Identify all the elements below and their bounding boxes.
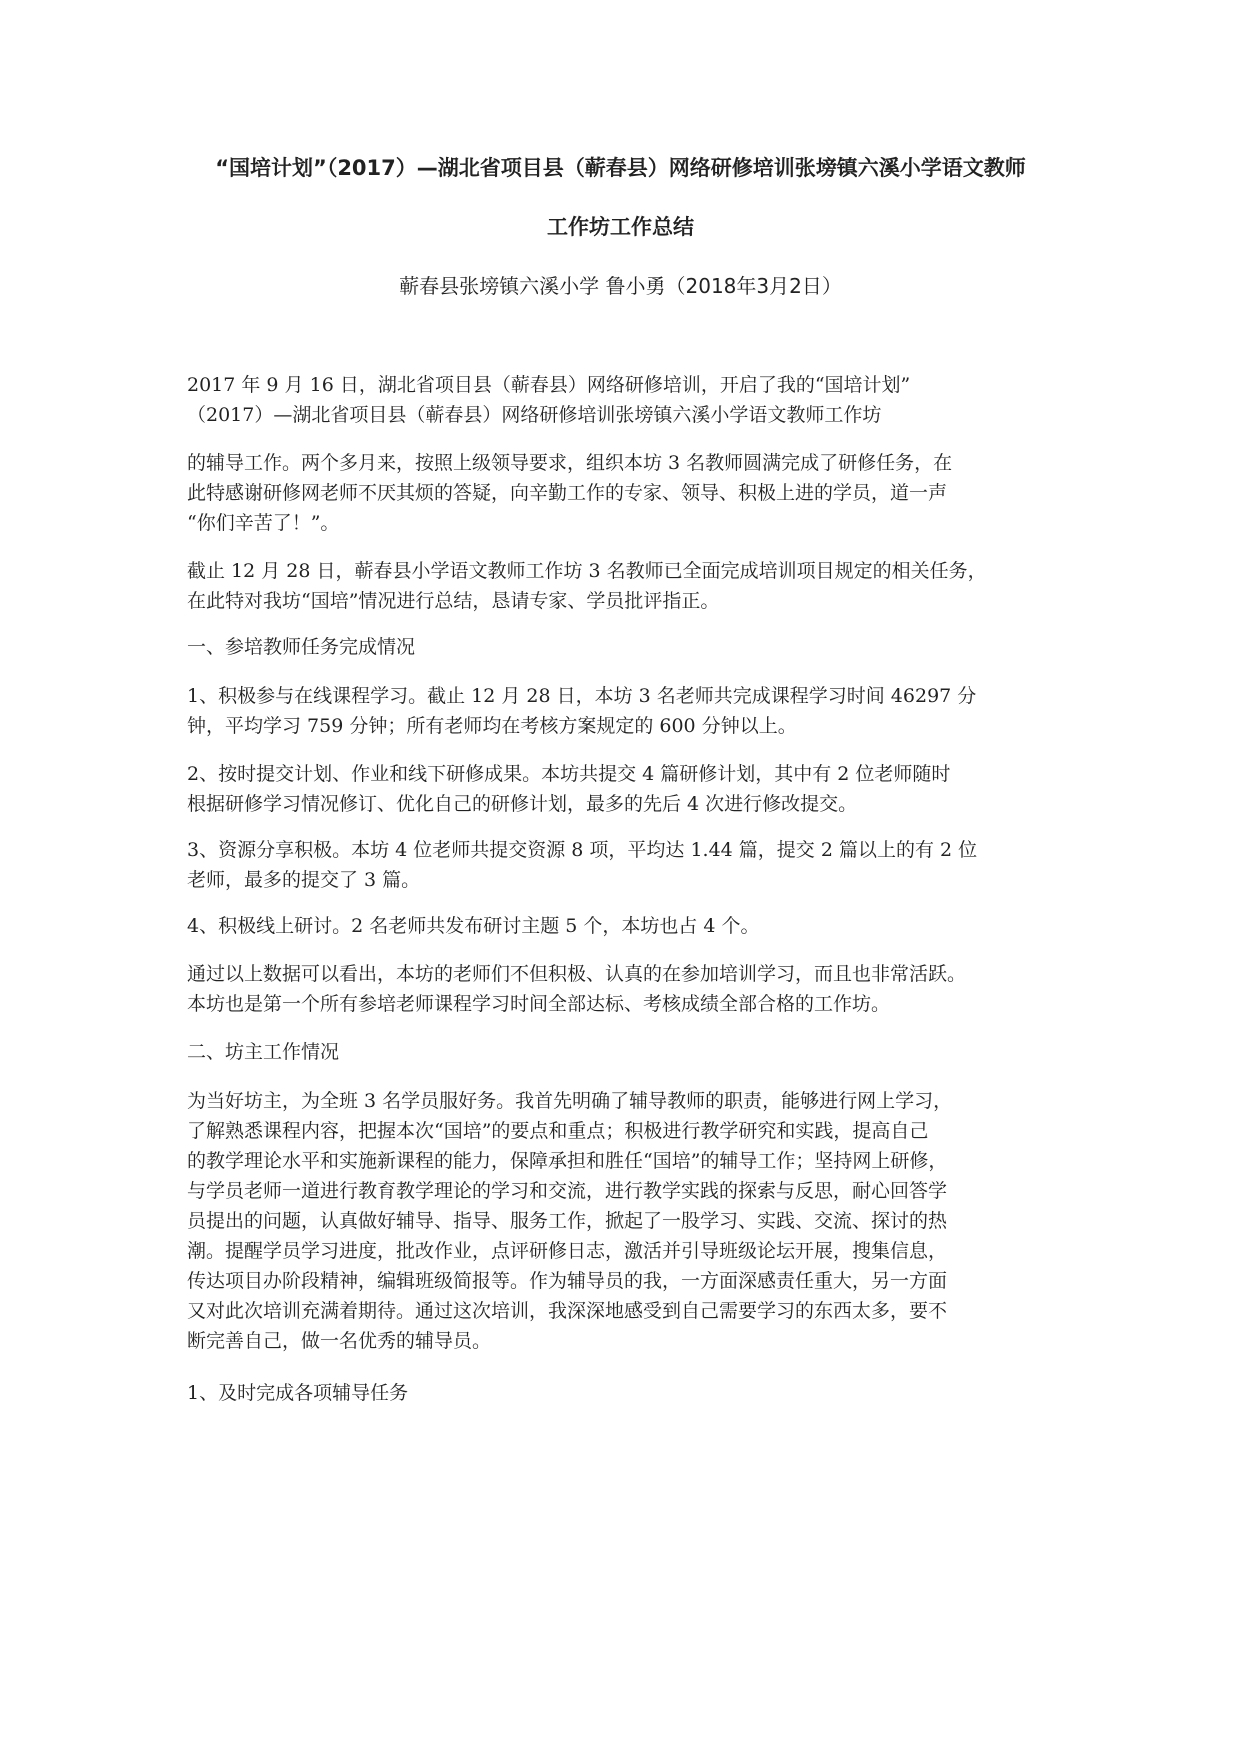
paragraph-line: 员提出的问题，认真做好辅导、指导、服务工作，掀起了一股学习、实践、交流、探讨的热 (187, 1210, 948, 1232)
paragraph (187, 911, 1055, 941)
paragraph-line: 二、坊主工作情况 (187, 1041, 340, 1063)
paragraph (187, 448, 1055, 538)
paragraph-line: 潮。提醒学员学习进度，批改作业，点评研修日志，激活并引导班级论坛开展，搜集信息， (187, 1240, 948, 1262)
paragraph-line: 一、参培教师任务完成情况 (187, 636, 416, 658)
paragraph-line: 与学员老师一道进行教育教学理论的学习和交流，进行教学实践的探索与反思，耐心回答学 (187, 1180, 948, 1202)
paragraph-line: 截止 12 月 28 日，蕲春县小学语文教师工作坊 3 名教师已全面完成培训项目规定的相关任务， (187, 560, 987, 582)
paragraph-line: 本坊也是第一个所有参培老师课程学习时间全部达标、考核成绩全部合格的工作坊。 (187, 993, 891, 1015)
document-title-line2: 工作坊工作总结 (547, 215, 694, 239)
paragraph-line: 老师，最多的提交了 3 篇。 (187, 869, 421, 891)
paragraph-line: 为当好坊主，为全班 3 名学员服好务。我首先明确了辅导教师的职责，能够进行网上学习， (187, 1090, 953, 1112)
paragraph-line: “你们辛苦了！”。 (187, 512, 340, 534)
paragraph-line: 根据研修学习情况修订、优化自己的研修计划，最多的先后 4 次进行修改提交。 (187, 793, 858, 815)
paragraph-line: 传达项目办阶段精神，编辑班级简报等。作为辅导员的我，一方面深感责任重大，另一方面 (187, 1270, 948, 1292)
paragraph (187, 759, 1055, 819)
paragraph-line: 2017 年 9 月 16 日，湖北省项目县（蕲春县）网络研修培训，开启了我的“国培计划” (187, 374, 911, 396)
paragraph-line: 断完善自己，做一名优秀的辅导员。 (187, 1330, 492, 1352)
paragraph-line: 在此特对我坊“国培”情况进行总结，恳请专家、学员批评指正。 (187, 590, 720, 612)
paragraph-line: 又对此次培训充满着期待。通过这次培训，我深深地感受到自己需要学习的东西太多，要不 (187, 1300, 948, 1322)
paragraph-line: 了解熟悉课程内容，把握本次“国培”的要点和重点；积极进行教学研究和实践，提高自己 (187, 1120, 929, 1142)
paragraph-line: 通过以上数据可以看出，本坊的老师们不但积极、认真的在参加培训学习，而且也非常活跃。 (187, 963, 967, 985)
paragraph-line: 3、资源分享积极。本坊 4 位老师共提交资源 8 项，平均达 1.44 篇，提交 2 篇以上的有 2 位 (187, 839, 978, 861)
paragraph-line: 钟，平均学习 759 分钟；所有老师均在考核方案规定的 600 分钟以上。 (187, 715, 797, 737)
paragraph-line: 4、积极线上研讨。2 名老师共发布研讨主题 5 个，本坊也占 4 个。 (187, 915, 760, 937)
paragraph-line: 1、积极参与在线课程学习。截止 12 月 28 日，本坊 3 名老师共完成课程学习时间 46297 分 (187, 685, 977, 707)
paragraph-line: 的辅导工作。两个多月来，按照上级领导要求，组织本坊 3 名教师圆满完成了研修任务，在 (187, 452, 953, 474)
paragraph (187, 1086, 1055, 1356)
document-byline: 蕲春县张塝镇六溪小学 鲁小勇（2018年3月2日） (399, 274, 842, 298)
paragraph-line: 1、及时完成各项辅导任务 (187, 1382, 409, 1404)
paragraph-line: （2017）—湖北省项目县（蕲春县）网络研修培训张塝镇六溪小学语文教师工作坊 (187, 404, 882, 426)
paragraph (187, 556, 1055, 616)
paragraph-line: 的教学理论水平和实施新课程的能力，保障承担和胜任“国培”的辅导工作；坚持网上研修， (187, 1150, 948, 1172)
paragraph (187, 632, 1055, 662)
paragraph (187, 370, 1055, 430)
document-title-line1: “国培计划”（2017）—湖北省项目县（蕲春县）网络研修培训张塝镇六溪小学语文教师 (215, 156, 1026, 180)
paragraph-line: 此特感谢研修网老师不厌其烦的答疑，向辛勤工作的专家、领导、积极上进的学员，道一声 (187, 482, 948, 504)
paragraph-line: 2、按时提交计划、作业和线下研修成果。本坊共提交 4 篇研修计划，其中有 2 位老师随时 (187, 763, 951, 785)
paragraph (187, 1378, 1055, 1408)
paragraph (187, 1037, 1055, 1067)
paragraph (187, 959, 1055, 1019)
paragraph (187, 835, 1055, 895)
paragraph (187, 681, 1055, 741)
